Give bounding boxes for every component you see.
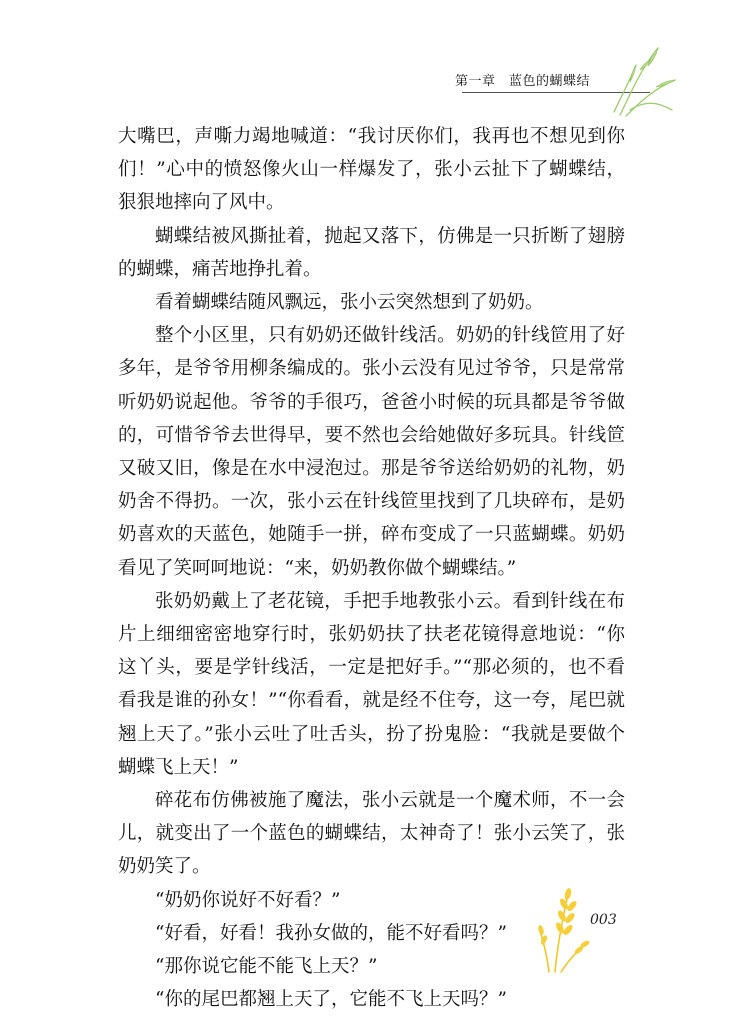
page-number: 003 [590, 912, 617, 928]
dialogue-line: “你的尾巴都翘上天了，它能不飞上天吗？” [155, 989, 507, 1011]
dialogue-line: “好看，好看！我孙女做的，能不好看吗？” [155, 922, 507, 944]
paragraph: 看着蝴蝶结随风飘远，张小云突然想到了奶奶。 [155, 292, 544, 314]
paragraph: 蝴蝶结被风撕扯着，抛起又落下，仿佛是一只折断了翅膀的蝴蝶，痛苦地挣扎着。 [118, 225, 625, 280]
green-grass-leaves-icon [600, 40, 680, 120]
paragraph: 整个小区里，只有奶奶还做针线活。奶奶的针线笸用了好多年，是爷爷用柳条编成的。张小云没有见过爷爷，只是常常听奶奶说起他。爷爷的手很巧，爸爸小时候的玩具都是爷爷做的，可惜爷爷去世得早，要不然也会给她做好多玩具。针线笸又破又旧，像是在水中浸泡过。那是爷爷送给奶奶的礼物，奶奶舍不得扔。一次，张小云在针线笸里找到了几块碎布，是奶奶喜欢的天蓝色，她随手一拼，碎布变成了一只蓝蝴蝶。奶奶看见了笑呵呵地说：“来，奶奶教你做个蝴蝶结。” [118, 325, 625, 579]
chapter-header-title: 第一章 蓝色的蝴蝶结 [455, 74, 591, 89]
paragraph: 碎花布仿佛被施了魔法，张小云就是一个魔术师，不一会儿，就变出了一个蓝色的蝴蝶结，太神奇了！张小云笑了，张奶奶笑了。 [118, 790, 625, 878]
dialogue-line: “奶奶你说好不好看？” [155, 889, 341, 911]
paragraph: 张奶奶戴上了老花镜，手把手地教张小云。看到针线在布片上细细密密地穿行时，张奶奶扶了扶老花镜得意地说：“你这丫头，要是学针线活，一定是把好手。”“那必须的，也不看看我是谁的孙女！”“你看看，就是经不住夸，这一夸，尾巴就翘上天了。”张小云吐了吐舌头，扮了扮鬼脸：“我就是要做个蝴蝶飞上天！” [118, 590, 625, 778]
dialogue-line: “那你说它能不能飞上天？” [155, 956, 378, 978]
paragraph: 大嘴巴，声嘶力竭地喊道：“我讨厌你们，我再也不想见到你们！”心中的愤怒像火山一样爆发了，张小云扯下了蝴蝶结，狠狠地摔向了风中。 [118, 126, 625, 214]
